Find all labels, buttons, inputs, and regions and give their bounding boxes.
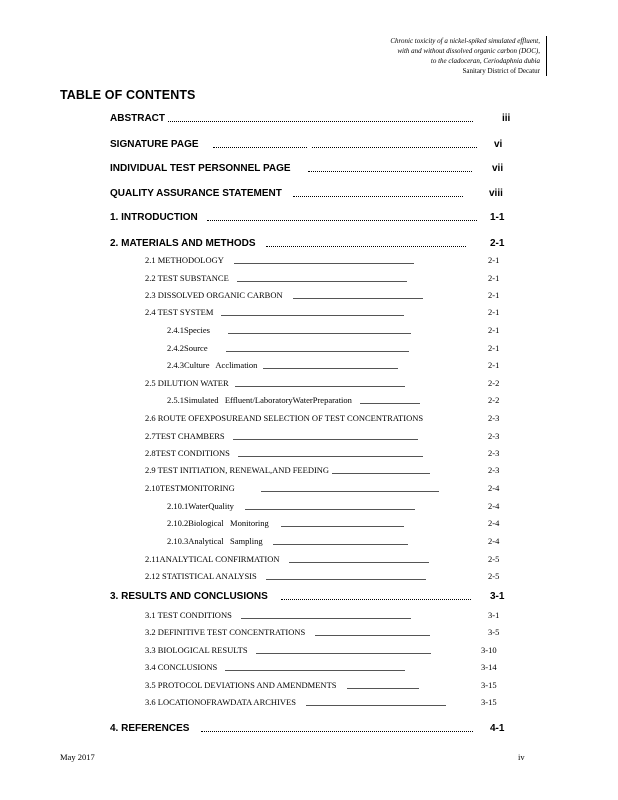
toc-title: TABLE OF CONTENTS xyxy=(60,88,196,102)
toc-entry-page: 1-1 xyxy=(490,212,505,223)
toc-entry-page: 3-14 xyxy=(481,662,497,672)
toc-entry-2-10[interactable] xyxy=(145,483,500,493)
toc-entry-2-12[interactable] xyxy=(145,571,500,581)
toc-entry-2-5-1[interactable] xyxy=(167,395,500,405)
toc-entry-2-11[interactable] xyxy=(145,554,500,564)
leader-line xyxy=(293,298,423,299)
toc-entry-label: 2.10TESTMONITORING xyxy=(145,483,235,493)
toc-entry-page: iii xyxy=(502,113,511,124)
toc-entry-page: 2-1 xyxy=(488,290,500,300)
toc-entry-results[interactable] xyxy=(110,591,505,602)
leader-line xyxy=(228,333,411,334)
header-title-line-3: to the cladoceran, Ceriodaphnia dubia xyxy=(430,57,540,65)
leader-line xyxy=(221,315,404,316)
toc-entry-page: 2-2 xyxy=(488,395,500,405)
toc-entry-label: 3.5 PROTOCOL DEVIATIONS AND AMENDMENTS xyxy=(145,680,337,690)
leader-line xyxy=(266,579,426,580)
toc-entry-label: 2.1 METHODOLOGY xyxy=(145,255,224,265)
toc-entry-label: 3.6 LOCATIONOFRAWDATA ARCHIVES xyxy=(145,697,296,707)
toc-entry-2-10-1[interactable] xyxy=(167,501,500,511)
dot-leader xyxy=(293,196,463,197)
toc-entry-2-4-1[interactable] xyxy=(167,325,500,335)
toc-entry-label: 2.2 TEST SUBSTANCE xyxy=(145,273,229,283)
toc-entry-label: ABSTRACT xyxy=(110,113,165,124)
toc-entry-2-3[interactable] xyxy=(145,290,500,300)
toc-entry-signature[interactable] xyxy=(110,139,503,150)
leader-line xyxy=(347,688,419,689)
toc-entry-page: vi xyxy=(494,139,503,150)
leader-line xyxy=(306,705,446,706)
toc-entry-page: 2-1 xyxy=(490,238,505,249)
leader-line xyxy=(315,635,430,636)
toc-entry-page: 2-3 xyxy=(488,465,500,475)
toc-entry-label: 2.10.3Analytical Sampling xyxy=(167,536,263,546)
toc-entry-label: 3. RESULTS AND CONCLUSIONS xyxy=(110,591,268,602)
toc-entry-qa[interactable] xyxy=(110,188,503,199)
toc-entry-2-4-3[interactable] xyxy=(167,360,500,370)
toc-entry-label: QUALITY ASSURANCE STATEMENT xyxy=(110,188,282,199)
toc-entry-label: 2.11ANALYTICAL CONFIRMATION xyxy=(145,554,280,564)
toc-entry-label: 2. MATERIALS AND METHODS xyxy=(110,238,256,249)
toc-entry-label: 2.10.1WaterQuality xyxy=(167,501,234,511)
toc-entry-label: INDIVIDUAL TEST PERSONNEL PAGE xyxy=(110,163,291,174)
toc-entry-page: 3-15 xyxy=(481,697,497,707)
toc-entry-references[interactable] xyxy=(110,723,505,734)
toc-entry-abstract[interactable] xyxy=(110,113,511,124)
leader-line xyxy=(233,439,418,440)
footer-date: May 2017 xyxy=(60,752,95,762)
leader-line xyxy=(238,456,423,457)
toc-entry-2-9[interactable] xyxy=(145,465,500,475)
toc-entry-2-6[interactable] xyxy=(145,413,500,423)
toc-entry-label: 2.4.2Source xyxy=(167,343,208,353)
toc-entry-page: 2-1 xyxy=(488,325,500,335)
toc-entry-label: 2.4 TEST SYSTEM xyxy=(145,307,214,317)
toc-entry-3-2[interactable] xyxy=(145,627,500,637)
toc-entry-2-8[interactable] xyxy=(145,448,500,458)
leader-line xyxy=(256,653,431,654)
toc-entry-label: 2.10.2Biological Monitoring xyxy=(167,518,269,528)
toc-entry-page: 2-4 xyxy=(488,483,500,493)
toc-entry-label: 2.5.1Simulated Effluent/LaboratoryWaterPreparation xyxy=(167,395,352,405)
header-organization: Sanitary District of Decatur xyxy=(462,67,540,75)
toc-entry-label: 2.3 DISSOLVED ORGANIC CARBON xyxy=(145,290,283,300)
leader-line xyxy=(241,618,411,619)
toc-entry-page: 2-4 xyxy=(488,501,500,511)
toc-entry-3-4[interactable] xyxy=(145,662,497,672)
toc-entry-3-6[interactable] xyxy=(145,697,497,707)
dot-leader xyxy=(168,121,473,122)
toc-entry-personnel[interactable] xyxy=(110,163,504,174)
toc-entry-page: 4-1 xyxy=(490,723,505,734)
toc-entry-page: 2-1 xyxy=(488,343,500,353)
leader-line xyxy=(289,562,429,563)
toc-entry-label: 2.9 TEST INITIATION, RENEWAL,AND FEEDING xyxy=(145,465,330,475)
toc-entry-page: 2-4 xyxy=(488,518,500,528)
toc-entry-2-1[interactable] xyxy=(145,255,500,265)
toc-entry-label: 4. REFERENCES xyxy=(110,723,190,734)
leader-line xyxy=(263,368,398,369)
toc-entry-2-5[interactable] xyxy=(145,378,500,388)
toc-entry-page: 2-5 xyxy=(488,554,500,564)
leader-line xyxy=(332,473,430,474)
dot-leader xyxy=(201,731,473,732)
leader-line xyxy=(245,509,415,510)
toc-entry-page: 3-1 xyxy=(490,591,505,602)
leader-line xyxy=(237,281,407,282)
leader-line xyxy=(281,526,404,527)
toc-entry-page: viii xyxy=(489,188,503,199)
header-title-line-1: Chronic toxicity of a nickel-spiked simulated effluent, xyxy=(390,37,540,45)
toc-entry-label: 2.5 DILUTION WATER xyxy=(145,378,229,388)
toc-entry-page: 3-15 xyxy=(481,680,497,690)
toc-entry-label: 3.3 BIOLOGICAL RESULTS xyxy=(145,645,248,655)
toc-entry-label: 2.6 ROUTE OFEXPOSUREAND SELECTION OF TEST CONCENTRATIONS xyxy=(145,413,424,423)
toc-entry-2-4[interactable] xyxy=(145,307,500,317)
toc-entry-label: SIGNATURE PAGE xyxy=(110,139,199,150)
toc-entry-page: 2-3 xyxy=(488,413,500,423)
leader-line xyxy=(235,386,405,387)
toc-entry-label: 2.7TEST CHAMBERS xyxy=(145,431,225,441)
toc-entry-page: 2-2 xyxy=(488,378,500,388)
toc-entry-3-3[interactable] xyxy=(145,645,497,655)
toc-entry-label: 2.8TEST CONDITIONS xyxy=(145,448,230,458)
dot-leader xyxy=(207,220,477,221)
toc-entry-page: 2-3 xyxy=(488,431,500,441)
leader-line xyxy=(225,670,405,671)
toc-entry-label: 3.4 CONCLUSIONS xyxy=(145,662,218,672)
toc-entry-2-2[interactable] xyxy=(145,273,500,283)
toc-entry-3-1[interactable] xyxy=(145,610,500,620)
toc-entry-page: vii xyxy=(492,163,504,174)
toc-entry-2-10-3[interactable] xyxy=(167,536,500,546)
dot-leader xyxy=(308,171,472,172)
toc-entry-2-10-2[interactable] xyxy=(167,518,500,528)
header-title-line-2: with and without dissolved organic carbon (DOC), xyxy=(397,47,540,55)
toc-entry-label: 2.12 STATISTICAL ANALYSIS xyxy=(145,571,257,581)
toc-entry-introduction[interactable] xyxy=(110,212,505,223)
leader-line xyxy=(226,351,409,352)
toc-entry-page: 2-4 xyxy=(488,536,500,546)
toc-entry-page: 2-1 xyxy=(488,273,500,283)
toc-entry-page: 3-1 xyxy=(488,610,500,620)
toc-entry-page: 2-3 xyxy=(488,448,500,458)
footer-page-number: iv xyxy=(518,752,525,762)
leader-line xyxy=(261,491,439,492)
toc-entry-materials-methods[interactable] xyxy=(110,238,505,249)
leader-line xyxy=(273,544,408,545)
dot-leader xyxy=(213,147,307,148)
toc-entry-page: 3-5 xyxy=(488,627,500,637)
toc-entry-2-7[interactable] xyxy=(145,431,500,441)
toc-entry-page: 2-1 xyxy=(488,360,500,370)
toc-entry-page: 2-5 xyxy=(488,571,500,581)
toc-entry-2-4-2[interactable] xyxy=(167,343,500,353)
toc-entry-label: 3.1 TEST CONDITIONS xyxy=(145,610,232,620)
toc-entry-page: 2-1 xyxy=(488,255,500,265)
running-header xyxy=(280,36,547,76)
toc-entry-label: 2.4.3Culture Acclimation xyxy=(167,360,258,370)
toc-entry-label: 1. INTRODUCTION xyxy=(110,212,198,223)
dot-leader xyxy=(312,147,477,148)
toc-entry-page: 2-1 xyxy=(488,307,500,317)
leader-line xyxy=(360,403,420,404)
dot-leader xyxy=(281,599,471,600)
toc-entry-label: 3.2 DEFINITIVE TEST CONCENTRATIONS xyxy=(145,627,306,637)
toc-entry-page: 3-10 xyxy=(481,645,497,655)
toc-entry-label: 2.4.1Species xyxy=(167,325,210,335)
leader-line xyxy=(234,263,414,264)
dot-leader xyxy=(266,246,466,247)
toc-entry-3-5[interactable] xyxy=(145,680,497,690)
